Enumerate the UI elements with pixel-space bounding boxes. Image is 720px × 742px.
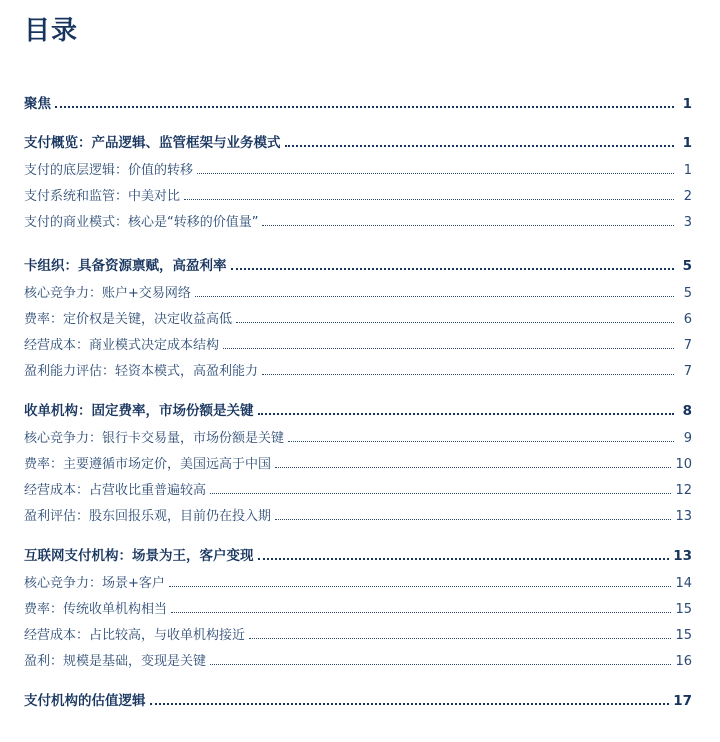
toc-entry-title: 盈利评估：股东回报乐观，目前仍在投入期 xyxy=(24,509,272,524)
toc-page-number: 1 xyxy=(682,96,692,112)
toc-entry-title: 卡组织：具备资源禀赋，高盈利率 xyxy=(24,258,227,274)
toc-subsection-entry[interactable] xyxy=(24,574,692,593)
toc-page-number: 1 xyxy=(682,135,692,151)
toc-page-number: 1 xyxy=(683,163,692,178)
toc-page-number: 13 xyxy=(673,548,692,564)
toc-entry-title: 费率：主要遵循市场定价，美国远高于中国 xyxy=(24,457,272,472)
toc-page-number: 7 xyxy=(683,364,692,379)
toc-subsection-entry[interactable] xyxy=(24,284,692,303)
toc-entry-title: 核心竞争力：账户+交易网络 xyxy=(24,286,191,301)
dot-leader xyxy=(262,213,674,226)
dot-leader xyxy=(195,284,674,297)
toc-entry-title: 支付概览：产品逻辑、监管框架与业务模式 xyxy=(24,135,281,151)
toc-subsection-entry[interactable] xyxy=(24,362,692,381)
toc-entry-title: 支付系统和监管：中美对比 xyxy=(24,189,181,204)
toc-subsection-entry[interactable] xyxy=(24,161,692,180)
toc-page-number: 15 xyxy=(675,602,692,617)
toc-page-number: 2 xyxy=(683,189,692,204)
toc-entry-title: 收单机构：固定费率，市场份额是关键 xyxy=(24,403,254,419)
toc-subsection-entry[interactable] xyxy=(24,310,692,329)
toc-entry-title: 费率：传统收单机构相当 xyxy=(24,602,168,617)
toc-page-number: 8 xyxy=(682,403,692,419)
toc-page-number: 9 xyxy=(683,431,692,446)
toc-entry-title: 经营成本：占比较高，与收单机构接近 xyxy=(24,628,246,643)
dot-leader xyxy=(171,600,671,613)
toc-subsection-entry[interactable] xyxy=(24,626,692,645)
toc-section-entry[interactable] xyxy=(24,256,692,275)
dot-leader xyxy=(236,310,674,323)
toc-section-entry[interactable] xyxy=(24,691,692,710)
toc-page-number: 15 xyxy=(675,628,692,643)
dot-leader xyxy=(231,256,675,270)
toc-entry-title: 互联网支付机构：场景为王，客户变现 xyxy=(24,548,254,564)
page-title: 目录 xyxy=(24,16,79,46)
dot-leader xyxy=(210,481,671,494)
toc-page-number: 3 xyxy=(683,215,692,230)
dot-leader xyxy=(223,336,674,349)
toc-entry-title: 支付的商业模式：核心是“转移的价值量” xyxy=(24,215,259,230)
toc-section-entry[interactable] xyxy=(24,94,692,113)
toc-entry-title: 盈利能力评估：轻资本模式，高盈利能力 xyxy=(24,364,259,379)
dot-leader xyxy=(285,133,675,147)
toc-page-number: 7 xyxy=(683,338,692,353)
toc-subsection-entry[interactable] xyxy=(24,429,692,448)
dot-leader xyxy=(258,546,670,560)
toc-entry-title: 核心竞争力：场景+客户 xyxy=(24,576,165,591)
toc-subsection-entry[interactable] xyxy=(24,507,692,526)
dot-leader xyxy=(262,362,674,375)
dot-leader xyxy=(288,429,674,442)
toc-page-number: 12 xyxy=(675,483,692,498)
toc-entry-title: 核心竞争力：银行卡交易量，市场份额是关键 xyxy=(24,431,285,446)
toc-page-number: 17 xyxy=(673,693,692,709)
toc-subsection-entry[interactable] xyxy=(24,213,692,232)
toc-subsection-entry[interactable] xyxy=(24,187,692,206)
dot-leader xyxy=(249,626,671,639)
toc-page-number: 5 xyxy=(683,286,692,301)
dot-leader xyxy=(184,187,674,200)
toc-section-entry[interactable] xyxy=(24,133,692,152)
dot-leader xyxy=(258,401,675,415)
toc-section-entry[interactable] xyxy=(24,401,692,420)
toc-subsection-entry[interactable] xyxy=(24,600,692,619)
dot-leader xyxy=(210,652,671,665)
dot-leader xyxy=(275,455,671,468)
dot-leader xyxy=(169,574,672,587)
toc-entry-title: 费率：定价权是关键，决定收益高低 xyxy=(24,312,233,327)
toc-subsection-entry[interactable] xyxy=(24,652,692,671)
toc-page-number: 14 xyxy=(675,576,692,591)
toc-page-number: 10 xyxy=(675,457,692,472)
toc-page-number: 6 xyxy=(683,312,692,327)
toc-subsection-entry[interactable] xyxy=(24,481,692,500)
toc-subsection-entry[interactable] xyxy=(24,336,692,355)
toc-entry-title: 经营成本：占营收比重普遍较高 xyxy=(24,483,207,498)
toc-entry-title: 经营成本：商业模式决定成本结构 xyxy=(24,338,220,353)
toc-page-number: 13 xyxy=(675,509,692,524)
dot-leader xyxy=(150,691,670,705)
toc-entry-title: 聚焦 xyxy=(24,96,51,112)
toc-entry-title: 盈利：规模是基础，变现是关键 xyxy=(24,654,207,669)
dot-leader xyxy=(55,94,674,108)
toc-section-entry[interactable] xyxy=(24,546,692,565)
toc-entry-title: 支付机构的估值逻辑 xyxy=(24,693,146,709)
toc-subsection-entry[interactable] xyxy=(24,455,692,474)
dot-leader xyxy=(275,507,671,520)
dot-leader xyxy=(197,161,674,174)
toc-page-number: 5 xyxy=(682,258,692,274)
toc-page-number: 16 xyxy=(675,654,692,669)
toc-entry-title: 支付的底层逻辑：价值的转移 xyxy=(24,163,194,178)
